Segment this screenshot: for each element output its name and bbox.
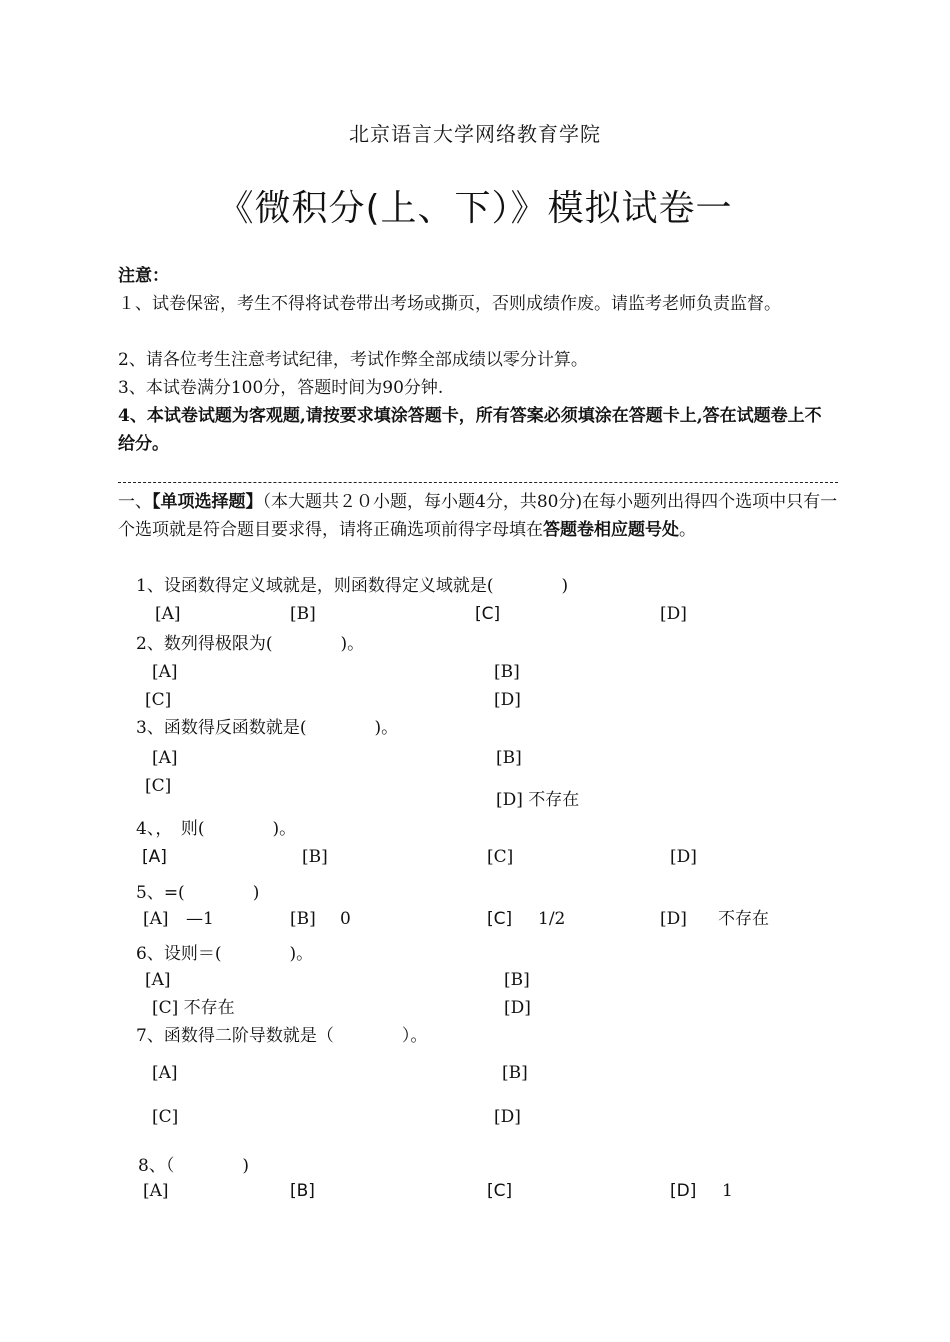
q1-option-b: [B] xyxy=(290,604,316,624)
q6-option-b: [B] xyxy=(504,970,530,990)
q5-option-a: [A] xyxy=(143,909,169,929)
q3-stem: 3、函数得反函数就是( )。 xyxy=(136,718,399,738)
q7-stem: 7、函数得二阶导数就是（ ）。 xyxy=(136,1026,428,1046)
q4-option-d: [D] xyxy=(670,847,697,867)
q3-option-d: [D] 不存在 xyxy=(496,790,580,810)
q2-option-c: [C] xyxy=(145,690,172,710)
q1-stem: 1、设函数得定义域就是，则函数得定义域就是( ) xyxy=(136,576,569,596)
q3-option-a: [A] xyxy=(152,748,178,768)
exam-title: 《微积分(上、下）》模拟试卷一 xyxy=(217,188,733,229)
q1-option-d: [D] xyxy=(660,604,687,624)
section-bold-tail: 答题卷相应题号处 xyxy=(543,520,679,540)
q7-option-a: [A] xyxy=(152,1063,178,1083)
q4-option-c: [C] xyxy=(487,847,514,867)
q6-option-d: [D] xyxy=(504,998,531,1018)
q7-option-c: [C] xyxy=(152,1107,179,1127)
section-end: 。 xyxy=(679,520,696,540)
q8-option-b: [B] xyxy=(290,1181,315,1201)
q2-stem: 2、数列得极限为( )。 xyxy=(136,634,365,654)
section-prefix: 一、 xyxy=(118,492,152,512)
q2-option-b: [B] xyxy=(494,662,520,682)
q8-option-a: [A] xyxy=(143,1181,169,1201)
section-heading xyxy=(118,488,838,544)
q6-option-a: [A] xyxy=(145,970,171,990)
q5-option-c-value: 1/2 xyxy=(538,909,566,929)
notice-item-4: 4、本试卷试题为客观题,请按要求填涂答题卡，所有答案必须填涂在答题卡上,答在试题卷上不给分。 xyxy=(118,406,822,454)
notice-item-2: 2、请各位考生注意考试纪律，考试作弊全部成绩以零分计算。 xyxy=(118,350,588,370)
notice-item-1: １、试卷保密，考生不得将试卷带出考场或撕页，否则成绩作废。请监考老师负责监督。 xyxy=(118,294,781,314)
q3-option-c: [C] xyxy=(145,776,172,796)
q6-stem: 6、设则＝( )。 xyxy=(136,944,314,964)
q5-stem: 5、=( ) xyxy=(136,883,260,903)
q5-option-d: [D] xyxy=(660,909,687,929)
notice-heading: 注意： xyxy=(118,266,169,286)
q1-option-a: [A] xyxy=(155,604,181,624)
q7-option-d: [D] xyxy=(494,1107,521,1127)
section-name: 【单项选择题】 xyxy=(152,492,263,512)
q4-option-b: [B] xyxy=(302,847,328,867)
q1-option-c: [C] xyxy=(475,604,501,624)
q7-option-b: [B] xyxy=(502,1063,528,1083)
q4-option-a: [A] xyxy=(142,847,167,867)
q6-option-c: [C] 不存在 xyxy=(152,998,235,1018)
q4-stem: 4、， 则( )。 xyxy=(136,819,297,839)
q5-option-d-value: 不存在 xyxy=(718,909,769,929)
q8-option-c: [C] xyxy=(487,1181,513,1201)
q8-option-d-value: 1 xyxy=(722,1181,733,1201)
q3-option-b: [B] xyxy=(496,748,522,768)
q8-option-d: [D] xyxy=(670,1181,697,1201)
q8-stem: 8、（ ) xyxy=(138,1156,249,1176)
section-desc: （本大题共２０小题，每小题4分，共80分)在每小题列出得四个选项中只有一个选项就是符合题目要求得，请将正确选项前得字母填在 xyxy=(118,492,838,540)
divider xyxy=(118,482,838,483)
institution-name: 北京语言大学网络教育学院 xyxy=(349,122,601,146)
q2-option-d: [D] xyxy=(494,690,521,710)
q5-option-c: [C] xyxy=(487,909,513,929)
q5-option-b: [B] xyxy=(290,909,316,929)
q5-option-a-value: —1 xyxy=(186,909,214,929)
q5-option-b-value: 0 xyxy=(340,909,351,929)
notice-item-3: 3、本试卷满分100分，答题时间为90分钟. xyxy=(118,378,444,398)
q2-option-a: [A] xyxy=(152,662,178,682)
